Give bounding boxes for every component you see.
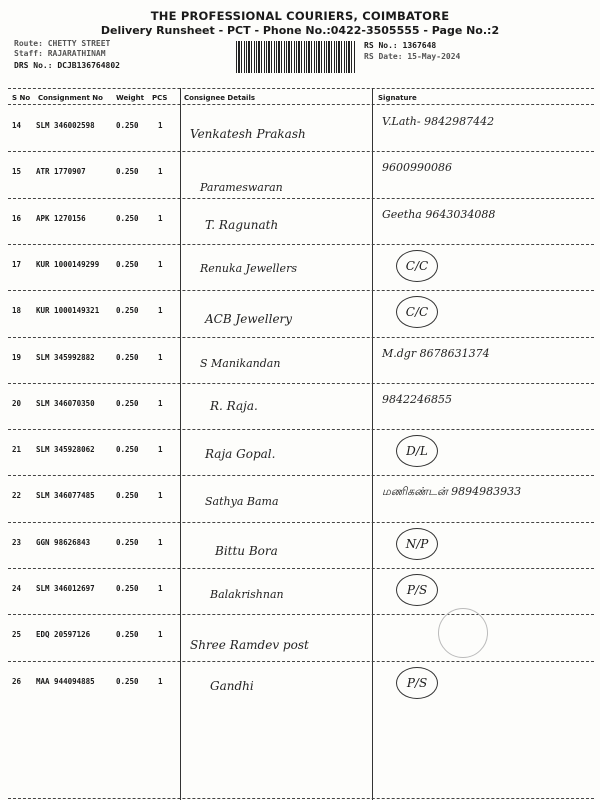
- round-seal-stamp: [438, 608, 488, 658]
- rs-number: RS No.: 1367648: [364, 41, 437, 50]
- row-divider: [8, 568, 594, 569]
- row-consignee-handwritten: S Manikandan: [200, 356, 281, 370]
- runsheet-subtitle: Delivery Runsheet - PCT - Phone No.:0422-3505555 - Page No.:2: [100, 24, 500, 37]
- row-consignment-no: GGN 98626843: [36, 537, 91, 547]
- row-consignment-no: KUR 1000149299: [36, 259, 100, 269]
- row-sno: 16: [12, 213, 22, 223]
- row-pcs: 1: [158, 259, 163, 269]
- row-weight: 0.250: [116, 213, 139, 223]
- row-consignee-handwritten: Venkatesh Prakash: [190, 127, 306, 141]
- row-weight: 0.250: [116, 491, 139, 501]
- row-sno: 23: [12, 537, 22, 547]
- divider-signature: [372, 88, 373, 800]
- drs-number: DRS No.: DCJB136764802: [14, 61, 120, 70]
- row-pcs: 1: [158, 584, 163, 593]
- row-divider: [8, 244, 594, 245]
- row-consignee-handwritten: Bittu Bora: [215, 543, 278, 558]
- row-weight: 0.250: [116, 676, 139, 686]
- divider-consignee: [180, 88, 181, 800]
- company-title: THE PROFESSIONAL COURIERS, COIMBATORE: [150, 9, 450, 23]
- row-pcs: 1: [158, 306, 163, 316]
- row-consignment-no: KUR 1000149321: [36, 306, 100, 316]
- row-divider: [8, 429, 594, 430]
- row-divider: [8, 522, 594, 523]
- row-sno: 26: [12, 676, 22, 686]
- rs-date: RS Date: 15-May-2024: [364, 52, 461, 61]
- row-weight: 0.250: [116, 445, 139, 455]
- staff-label: Staff: RAJARATHINAM: [14, 49, 106, 58]
- row-signature: மணிகண்டன் 9894983933: [382, 485, 522, 499]
- row-consignment-no: SLM 346012697: [36, 584, 95, 593]
- barcode-top: [236, 41, 356, 57]
- row-consignee-handwritten: Balakrishnan: [210, 588, 284, 601]
- row-consignee-handwritten: Raja Gopal.: [205, 447, 276, 462]
- row-signature: M.dgr 8678631374: [382, 346, 490, 360]
- row-pcs: 1: [158, 398, 163, 408]
- col-header-pcs: PCS: [152, 94, 168, 102]
- header-rule-top: [8, 88, 594, 89]
- row-sno: 18: [12, 306, 22, 316]
- col-header-signature: Signature: [378, 94, 417, 102]
- row-weight: 0.250: [116, 584, 139, 593]
- header-rule-bottom: [8, 104, 594, 105]
- row-sno: 21: [12, 445, 22, 455]
- row-divider: [8, 337, 594, 338]
- row-weight: 0.250: [116, 398, 139, 408]
- row-consignment-no: SLM 346070350: [36, 398, 95, 408]
- row-pcs: 1: [158, 445, 163, 455]
- row-sno: 25: [12, 630, 22, 640]
- row-signature-stamp: C/C: [396, 250, 438, 282]
- route-label: Route: CHETTY STREET: [14, 39, 111, 48]
- row-consignee-handwritten: Shree Ramdev post: [190, 638, 309, 653]
- row-pcs: 1: [158, 491, 163, 501]
- col-header-sno: S No: [12, 94, 31, 102]
- row-divider: [8, 475, 594, 476]
- row-signature-stamp: P/S: [396, 667, 438, 699]
- row-consignee-handwritten: T. Ragunath: [205, 217, 279, 232]
- row-weight: 0.250: [116, 306, 139, 316]
- row-sno: 24: [12, 584, 22, 593]
- row-consignee-handwritten: R. Raja.: [210, 398, 258, 413]
- row-weight: 0.250: [116, 121, 139, 130]
- row-consignee-handwritten: Sathya Bama: [205, 495, 279, 509]
- row-consignee-handwritten: ACB Jewellery: [205, 312, 293, 327]
- row-signature: Geetha 9643034088: [382, 207, 496, 221]
- row-signature-stamp: P/S: [396, 574, 438, 606]
- row-pcs: 1: [158, 167, 163, 177]
- row-signature-stamp: D/L: [396, 435, 438, 467]
- row-consignee-handwritten: Renuka Jewellers: [200, 261, 297, 275]
- row-divider: [8, 151, 594, 152]
- row-sno: 19: [12, 352, 22, 362]
- footer-rule: [8, 798, 594, 799]
- barcode-bottom: [236, 57, 356, 73]
- row-sno: 20: [12, 398, 22, 408]
- row-sno: 22: [12, 491, 22, 501]
- row-pcs: 1: [158, 537, 163, 547]
- col-header-weight: Weight: [116, 94, 144, 102]
- row-consignment-no: SLM 346002598: [36, 121, 95, 130]
- row-pcs: 1: [158, 630, 163, 640]
- col-header-consignment: Consignment No: [38, 94, 103, 102]
- row-signature: V.Lath- 9842987442: [382, 115, 495, 128]
- row-signature: 9842246855: [382, 392, 452, 406]
- row-signature-stamp: C/C: [396, 296, 438, 328]
- row-divider: [8, 383, 594, 384]
- row-weight: 0.250: [116, 630, 139, 640]
- row-pcs: 1: [158, 352, 163, 362]
- row-pcs: 1: [158, 676, 163, 686]
- row-sno: 15: [12, 167, 22, 177]
- row-signature-stamp: N/P: [396, 528, 438, 560]
- row-consignment-no: ATR 1770907: [36, 167, 86, 177]
- row-divider: [8, 198, 594, 199]
- row-weight: 0.250: [116, 352, 139, 362]
- row-consignment-no: SLM 345928062: [36, 445, 95, 455]
- row-sno: 14: [12, 121, 22, 130]
- row-weight: 0.250: [116, 259, 139, 269]
- row-divider: [8, 661, 594, 662]
- row-weight: 0.250: [116, 167, 139, 177]
- row-divider: [8, 614, 594, 615]
- row-pcs: 1: [158, 121, 163, 130]
- row-consignment-no: SLM 346077485: [36, 491, 95, 501]
- row-consignment-no: APK 1270156: [36, 213, 86, 223]
- row-divider: [8, 290, 594, 291]
- row-sno: 17: [12, 259, 22, 269]
- row-signature: 9600990086: [382, 161, 452, 175]
- row-consignee-handwritten: Gandhi: [210, 678, 254, 693]
- row-weight: 0.250: [116, 537, 139, 547]
- row-consignment-no: MAA 944094885: [36, 676, 95, 686]
- row-pcs: 1: [158, 213, 163, 223]
- col-header-consignee: Consignee Details: [184, 94, 256, 102]
- row-consignment-no: SLM 345992882: [36, 352, 95, 362]
- row-consignee-handwritten: Parameswaran: [200, 181, 283, 195]
- row-consignment-no: EDQ 20597126: [36, 630, 91, 640]
